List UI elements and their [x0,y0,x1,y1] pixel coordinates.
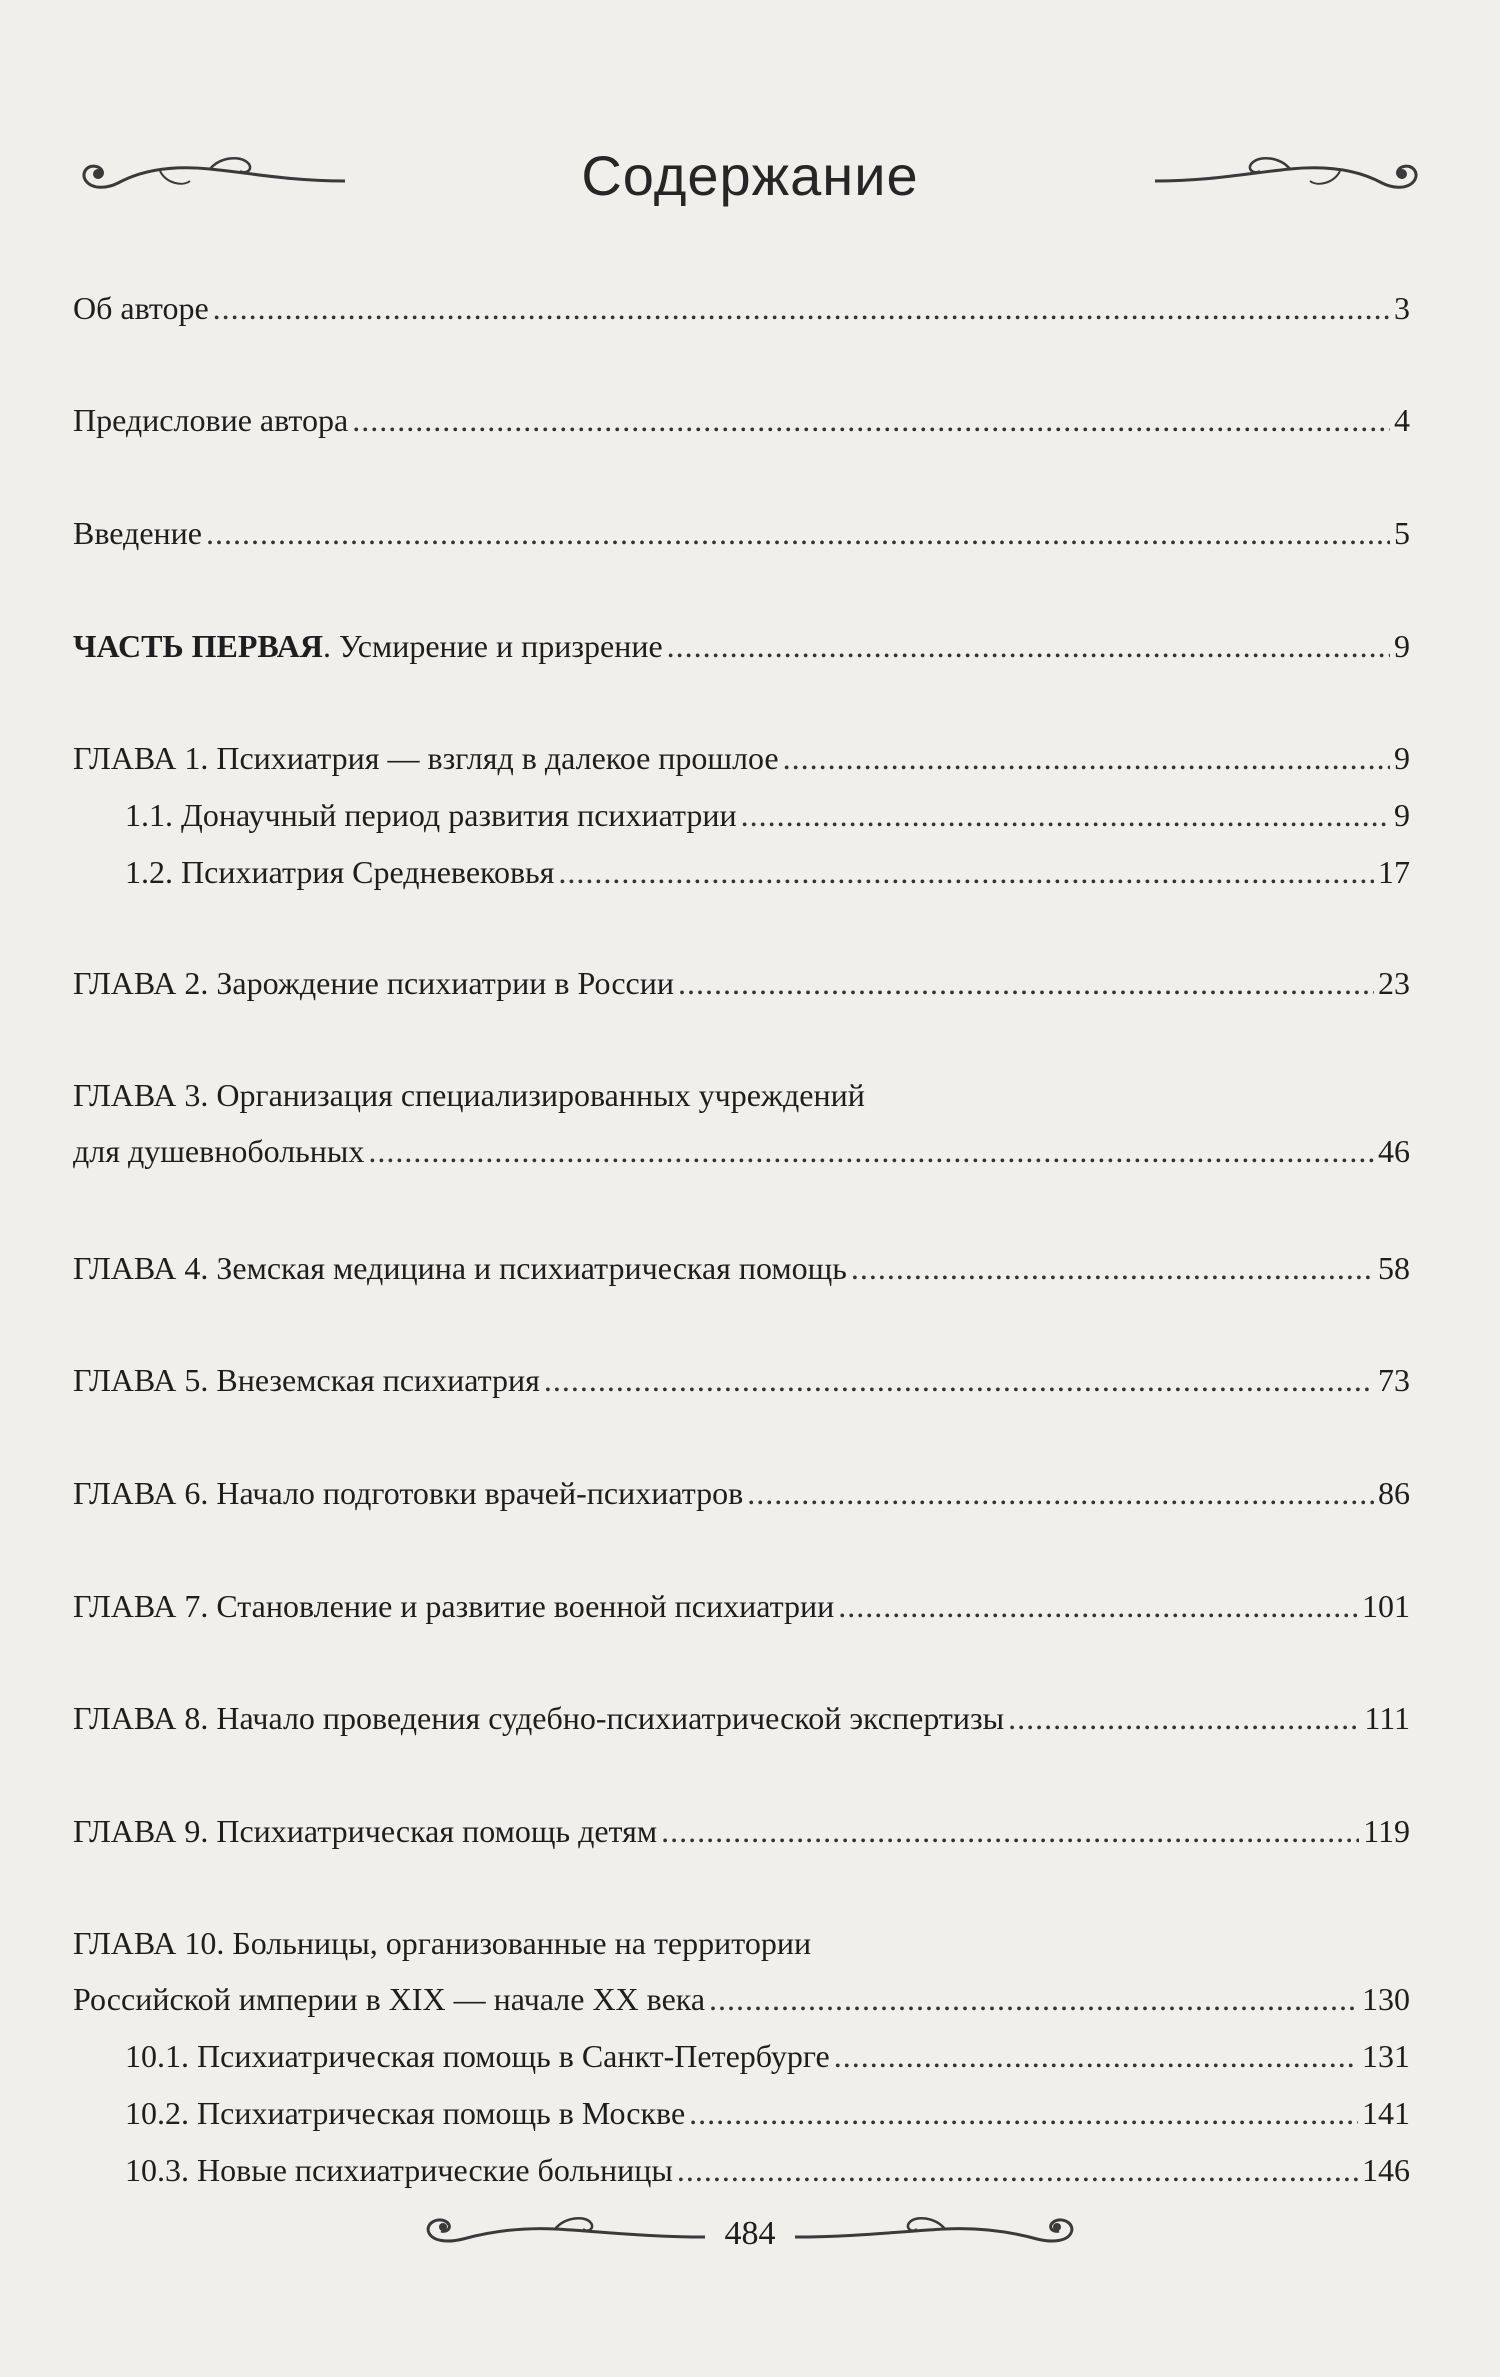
page-ref: 131 [1362,2038,1410,2074]
page-ref: 17 [1378,854,1410,890]
part-label: ЧАСТЬ ПЕРВАЯ [73,628,323,664]
page-ref: 9 [1394,740,1410,776]
page-ref: 3 [1394,290,1410,326]
toc-entry-part-one[interactable]: ЧАСТЬ ПЕРВАЯ. Усмирение и призрение ..... 9 [73,626,1410,666]
toc-entry-section-10-3[interactable]: 10.3. Новые психиатрические больницы ..... 146 [73,2150,1410,2190]
page-ref: 58 [1378,1250,1410,1286]
page-ref: 9 [1394,628,1410,664]
toc-entry-section-1-1[interactable]: 1.1. Донаучный период развития психиатрии ..... 9 [73,795,1410,835]
toc-entry-section-1-2[interactable]: 1.2. Психиатрия Средневековья ..... 17 [73,852,1410,892]
page-ref: 73 [1378,1362,1410,1398]
page-ref: 130 [1362,1981,1410,2017]
toc-entry-chapter-6[interactable]: ГЛАВА 6. Начало подготовки врачей-психиатров ..... 86 [73,1473,1410,1513]
toc-entry-chapter-7[interactable]: ГЛАВА 7. Становление и развитие военной психиатрии ..... 101 [73,1586,1410,1626]
page-number: 484 [724,2215,776,2252]
toc-entry-preface[interactable]: Предисловие автора ..... 4 [73,400,1410,440]
toc-entry-chapter-3[interactable]: ГЛАВА 3. Организация специализированных учреждений для душевнобольных ..... 46 [73,1075,1410,1171]
page-footer [0,2205,1500,2265]
toc-entry-about-author[interactable]: Об авторе ..... 3 [73,288,1410,328]
page-ref: 101 [1362,1588,1410,1624]
right-flourish-icon [1150,147,1430,207]
toc-entry-chapter-4[interactable]: ГЛАВА 4. Земская медицина и психиатрическая помощь ..... 58 [73,1248,1410,1288]
toc-entry-chapter-2[interactable]: ГЛАВА 2. Зарождение психиатрии в России ..... 23 [73,963,1410,1003]
toc-entry-chapter-1[interactable]: ГЛАВА 1. Психиатрия — взгляд в далекое прошлое ..... 9 [73,738,1410,778]
toc-entry-chapter-8[interactable]: ГЛАВА 8. Начало проведения судебно-психиатрической экспертизы ..... 111 [73,1698,1410,1738]
page-ref: 4 [1394,402,1410,438]
page-ref: 86 [1378,1475,1410,1511]
page-ref: 146 [1362,2152,1410,2188]
toc-entry-section-10-2[interactable]: 10.2. Психиатрическая помощь в Москве ..... 141 [73,2093,1410,2133]
page-ref: 5 [1394,515,1410,551]
page-ref: 46 [1378,1133,1410,1169]
page-ref: 119 [1363,1813,1410,1849]
page-ref: 141 [1362,2095,1410,2131]
toc-entry-chapter-9[interactable]: ГЛАВА 9. Психиатрическая помощь детям ..... 119 [73,1811,1410,1851]
toc-entry-section-10-1[interactable]: 10.1. Психиатрическая помощь в Санкт-Петербурге ..... 131 [73,2036,1410,2076]
toc-entry-chapter-10[interactable]: ГЛАВА 10. Больницы, организованные на территории Российской империи в XIX — начале XX века ..... 130 [73,1923,1410,2019]
page-ref: 111 [1364,1700,1410,1736]
page-ref: 23 [1378,965,1410,1001]
page-header [0,125,1500,215]
toc-entry-chapter-5[interactable]: ГЛАВА 5. Внеземская психиатрия ..... 73 [73,1360,1410,1400]
toc-entry-introduction[interactable]: Введение ..... 5 [73,513,1410,553]
page-title: Содержание [581,144,919,207]
footer-right-flourish-icon [795,2207,1115,2257]
page-ref: 9 [1394,797,1410,833]
